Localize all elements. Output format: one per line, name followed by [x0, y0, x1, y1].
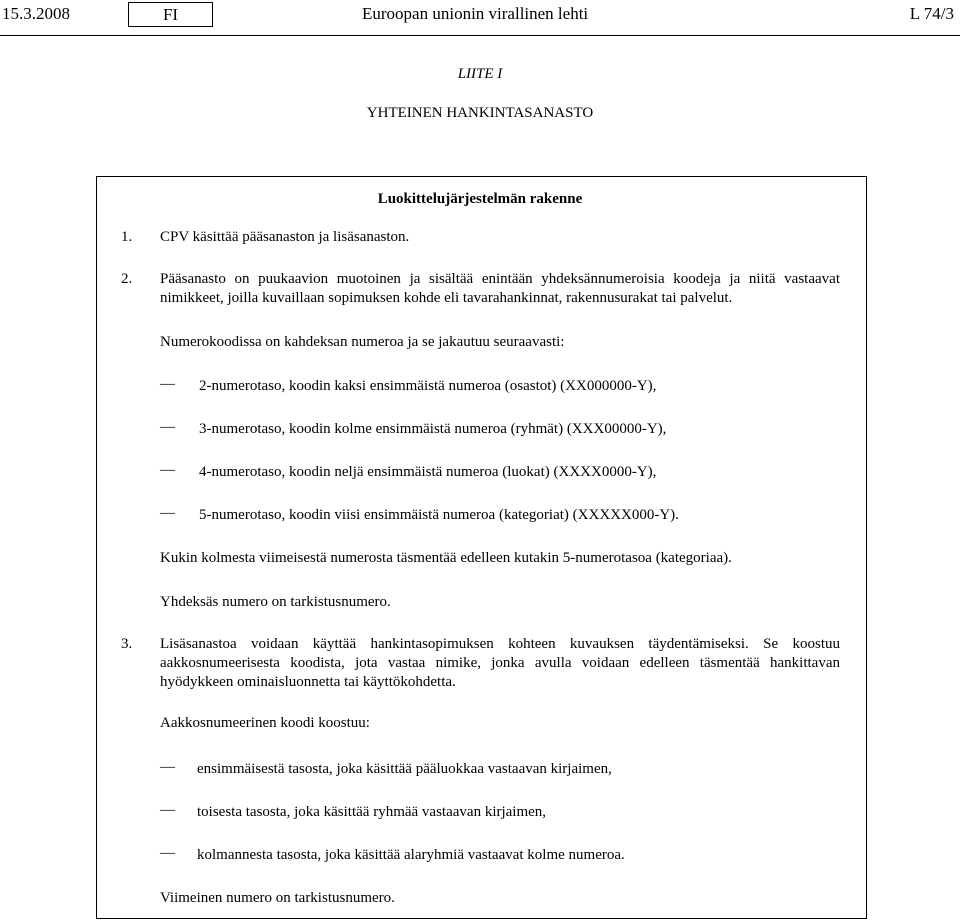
item-2-level: 2-numerotaso, koodin kaksi ensimmäistä numeroa (osastot) (XX000000-Y),: [199, 378, 657, 394]
list-dash: —: [160, 376, 175, 392]
document-title: YHTEINEN HANKINTASANASTO: [366, 105, 594, 121]
item-2-text: Pääsanasto on puukaavion muotoinen ja sisältää enintään yhdeksännumeroisia koodeja ja niitä vastaavat nimikkeet, joilla kuvaillaan sopimuksen kohde eli tavarahankinnat, rakennusurakat tai palvelut.: [160, 271, 840, 306]
publication-date: 15.3.2008: [2, 4, 70, 23]
list-dash: —: [160, 419, 175, 435]
item-2-level: 4-numerotaso, koodin neljä ensimmäistä numeroa (luokat) (XXXX0000-Y),: [199, 464, 657, 480]
item-2-note-1: Kukin kolmesta viimeisestä numerosta täsmentää edelleen kutakin 5-numerotasoa (kategoriaa).: [160, 550, 732, 566]
item-1-text: CPV käsittää pääsanaston ja lisäsanaston.: [160, 229, 410, 245]
item-3-level: kolmannesta tasosta, joka käsittää alaryhmiä vastaavat kolme numeroa.: [197, 847, 625, 863]
header-rule: [0, 35, 960, 36]
annex-label: LIITE I: [457, 66, 503, 82]
item-3-intro: Aakkosnumeerinen koodi koostuu:: [160, 715, 370, 731]
item-3-text: Lisäsanastoa voidaan käyttää hankintasopimuksen kohteen kuvauksen täydentämiseksi. Se koostuu aakkosnumeerisesta koodista, jota vastaa nimike, jonka avulla voidaan edelleen täsmentää hankittavan hyödykkeen ominaisluonnetta tai käyttökohdetta.: [160, 636, 840, 690]
item-3-level: toisesta tasosta, joka käsittää ryhmää vastaavan kirjaimen,: [197, 804, 547, 820]
list-dash: —: [160, 505, 175, 521]
item-3-number: 3.: [121, 636, 133, 652]
page-reference: L 74/3: [909, 4, 954, 23]
item-2-number: 2.: [121, 271, 133, 287]
list-dash: —: [160, 845, 175, 861]
language-code-box: FI: [128, 2, 213, 27]
list-dash: —: [160, 462, 175, 478]
item-2-intro: Numerokoodissa on kahdeksan numeroa ja se jakautuu seuraavasti:: [160, 334, 565, 350]
item-2-note-2: Yhdeksäs numero on tarkistusnumero.: [160, 594, 391, 610]
section-title: Luokittelujärjestelmän rakenne: [377, 191, 583, 207]
item-2-level: 3-numerotaso, koodin kolme ensimmäistä numeroa (ryhmät) (XXX00000-Y),: [199, 421, 667, 437]
list-dash: —: [160, 802, 175, 818]
item-2-level: 5-numerotaso, koodin viisi ensimmäistä numeroa (kategoriat) (XXXXX000-Y).: [199, 507, 679, 523]
item-3-level: ensimmäisestä tasosta, joka käsittää pääluokkaa vastaavan kirjaimen,: [197, 761, 612, 777]
item-3-note: Viimeinen numero on tarkistusnumero.: [160, 890, 395, 906]
list-dash: —: [160, 759, 175, 775]
item-1-number: 1.: [121, 229, 133, 245]
journal-title: Euroopan unionin virallinen lehti: [362, 4, 589, 23]
